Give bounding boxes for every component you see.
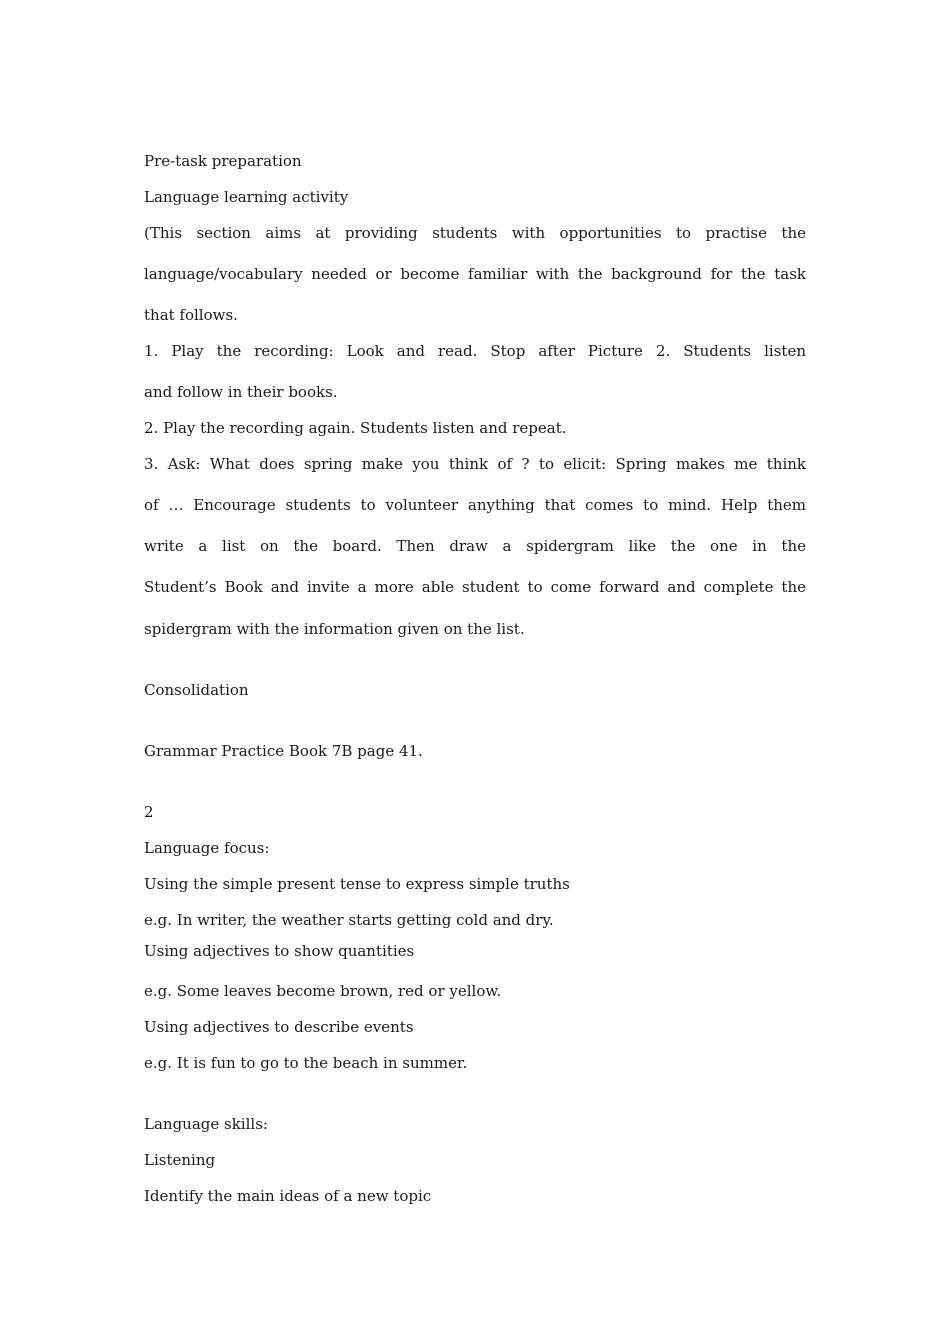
intro-line: (This section aims at providing students with opportunities to practise the [144, 224, 806, 242]
step3-line: of … Encourage students to volunteer anything that comes to mind. Help them [144, 496, 806, 514]
language-skills-heading: Language skills: [144, 1115, 268, 1133]
step3-line: spidergram with the information given on the list. [144, 620, 525, 638]
step3-line: write a list on the board. Then draw a spidergram like the one in the [144, 537, 806, 555]
pre-task-heading: Pre-task preparation [144, 152, 302, 170]
focus-item: Using adjectives to describe events [144, 1018, 414, 1036]
focus-item: Using the simple present tense to express simple truths [144, 875, 570, 893]
step1-line: 1. Play the recording: Look and read. Stop after Picture 2. Students listen [144, 342, 806, 360]
step2-line: 2. Play the recording again. Students listen and repeat. [144, 419, 567, 437]
language-focus-heading: Language focus: [144, 839, 270, 857]
consolidation-heading: Consolidation [144, 681, 249, 699]
section-number: 2 [144, 803, 154, 821]
activity-title: Language learning activity [144, 188, 349, 206]
focus-item: e.g. Some leaves become brown, red or yellow. [144, 982, 502, 1000]
intro-line: that follows. [144, 306, 238, 324]
listening-item: Identify the main ideas of a new topic [144, 1187, 432, 1205]
consolidation-text: Grammar Practice Book 7B page 41. [144, 742, 423, 760]
focus-item: e.g. It is fun to go to the beach in summer. [144, 1054, 468, 1072]
step3-line: Student’s Book and invite a more able student to come forward and complete the [144, 578, 806, 596]
step3-line: 3. Ask: What does spring make you think of ? to elicit: Spring makes me think [144, 455, 806, 473]
listening-heading: Listening [144, 1151, 216, 1169]
focus-item: e.g. In writer, the weather starts getting cold and dry. [144, 911, 554, 929]
focus-item: Using adjectives to show quantities [144, 942, 415, 960]
step1-line: and follow in their books. [144, 383, 338, 401]
intro-line: language/vocabulary needed or become familiar with the background for the task [144, 265, 806, 283]
